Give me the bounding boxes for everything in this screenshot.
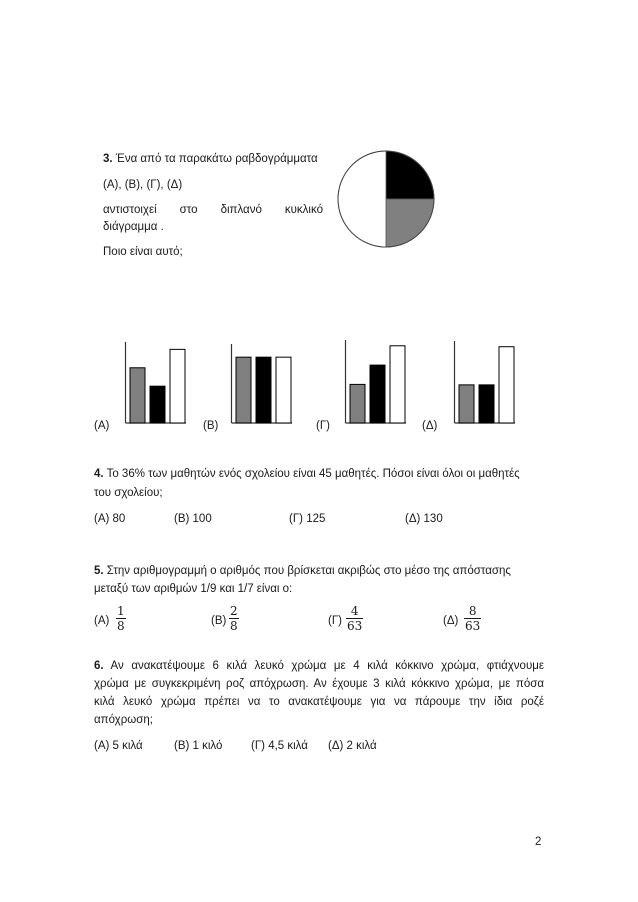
q6-option-g: (Γ) 4,5 κιλά (251, 740, 308, 752)
bar-chart-d (453, 341, 515, 426)
q3-number: 3. (103, 153, 113, 165)
q3-line1 (103, 152, 318, 167)
q4-line1 (94, 467, 520, 482)
q3-line3: αντιστοιχεί στο διπλανό κυκλικό (103, 204, 323, 216)
bar-1 (150, 386, 165, 423)
bar-chart-g (344, 340, 406, 426)
q5-option-a-fraction: $\frac{1}{8}$ (117, 604, 125, 633)
bar-0 (350, 384, 365, 423)
bar-1 (479, 385, 494, 423)
q4-option-g: (Γ) 125 (289, 513, 326, 525)
bar-0 (236, 357, 251, 423)
q5-text: Στην αριθμογραμμή ο αριθμός που βρίσκεται ακριβώς στο μέσο της απόστασης (103, 565, 511, 577)
q5-option-d-fraction: $\frac{8}{63}$ (465, 604, 481, 633)
q3-line4: διάγραμμα . (103, 221, 164, 233)
q4-number: 4. (94, 468, 104, 480)
bar-0 (459, 385, 474, 423)
q6-number: 6. (94, 660, 104, 672)
q4-option-b: (Β) 100 (174, 513, 212, 525)
q4-line2: του σχολείου; (94, 487, 163, 499)
q5-option-a-label: (Α) (94, 615, 110, 627)
q4-option-d: (Δ) 130 (405, 513, 443, 525)
q5-number: 5. (94, 565, 104, 577)
page-number: 2 (535, 836, 542, 848)
q6-option-b: (Β) 1 κιλό (174, 740, 223, 752)
q3-lead: Ένα από (115, 153, 162, 165)
q5-option-b-label: (Β) (211, 615, 227, 627)
pie-slice-2 (338, 151, 386, 247)
q6-option-a: (Α) 5 κιλά (94, 740, 143, 752)
q6-line2: χρώμα με συγκεκριμένη ροζ απόχρωση. Αν έχουμε 3 κιλά κόκκινο χρώμα, με πόσα (94, 678, 544, 690)
bar-2 (499, 347, 514, 423)
q5-option-b-fraction: $\frac{2}{8}$ (230, 604, 238, 633)
q5-line1 (94, 564, 511, 579)
q4-text: Το 36% των μαθητών ενός σχολείου είναι 45 μαθητές. Πόσοι είναι όλοι οι μαθητές (103, 468, 520, 480)
bar-1 (256, 357, 271, 423)
option-d-label: (Δ) (422, 420, 438, 432)
bar-chart-b (230, 344, 292, 426)
q5-line2: μεταξύ των αριθμών 1/9 και 1/7 είναι ο: (94, 583, 293, 595)
bar-2 (276, 357, 291, 423)
q3-line2: (Α), (Β), (Γ), (Δ) (103, 179, 183, 191)
q6-line4: απόχρωση; (94, 714, 153, 726)
q4-option-a: (Α) 80 (94, 513, 126, 525)
bar-1 (370, 365, 385, 423)
pie-chart (336, 148, 436, 250)
bar-2 (170, 349, 185, 423)
pie-slice-0 (386, 151, 434, 199)
q6-option-d: (Δ) 2 κιλά (328, 740, 377, 752)
q3-rest: τα παρακάτω ραβδογράμματα (161, 153, 318, 165)
q5-option-g-label: (Γ) (328, 615, 342, 627)
bar-2 (390, 346, 405, 423)
pie-slice-1 (386, 199, 434, 247)
q6-line3: κιλά λευκό χρώμα πρέπει να το ανακατέψουμε για να πάρουμε την ίδια ροζέ (94, 696, 544, 708)
option-g-label: (Γ) (316, 420, 330, 432)
q6-text: Αν ανακατέψουμε 6 κιλά λευκό χρώμα με 4 κιλά κόκκινο χρώμα, φτιάχνουμε (103, 660, 544, 672)
q5-option-d-label: (Δ) (443, 615, 459, 627)
bar-chart-a (124, 342, 186, 426)
option-b-label: (Β) (203, 420, 219, 432)
option-a-label: (Α) (94, 420, 110, 432)
q5-option-g-fraction: $\frac{4}{63}$ (347, 604, 363, 633)
bar-0 (130, 368, 145, 423)
q6-line1 (94, 659, 544, 674)
q3-line5: Ποιο είναι αυτό; (103, 246, 183, 258)
